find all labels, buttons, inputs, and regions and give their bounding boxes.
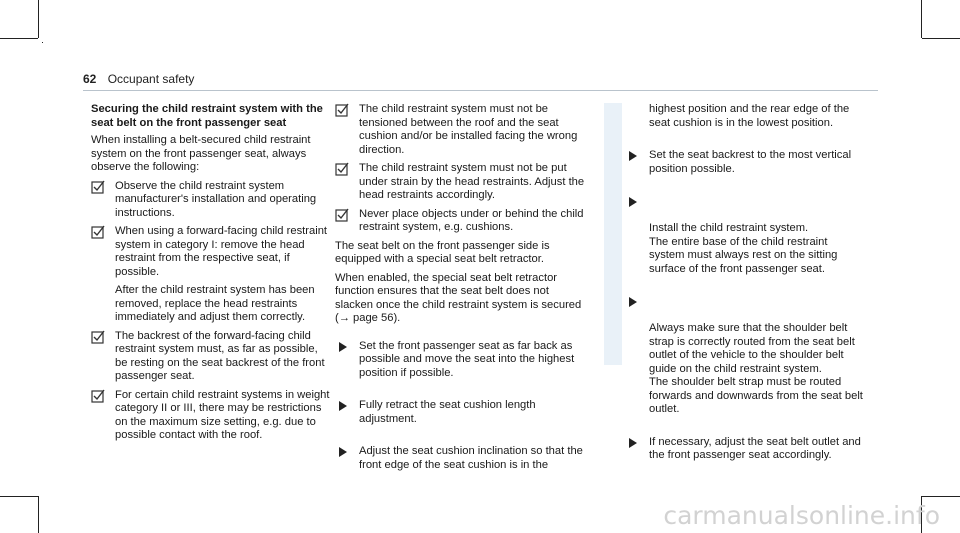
crop-mark (922, 38, 960, 39)
step-text: Set the seat backrest to the most vertical position possible. (649, 149, 852, 175)
checkbox-tick-icon (91, 180, 105, 194)
triangle-arrow-icon (629, 297, 637, 307)
accent-bar (604, 103, 622, 365)
checklist-item (91, 225, 331, 279)
column-1 (91, 103, 331, 448)
checkbox-tick-icon (335, 162, 349, 176)
checklist-text: Never place objects under or behind the child restraint system, e.g. cushions. (359, 207, 584, 233)
instruction-step (335, 445, 589, 472)
instruction-step (625, 436, 865, 463)
section-title: Occupant safety (107, 72, 195, 86)
instruction-step (625, 149, 865, 176)
header-rule (83, 90, 878, 91)
triangle-arrow-icon (339, 342, 347, 352)
crop-mark (921, 0, 922, 38)
body-paragraph: When enabled, the special seat belt retractor function ensures that the seat belt does not slacken once the child restraint system is secured (→ page 56). (335, 271, 582, 324)
checklist-text: The backrest of the forward-facing child restraint system must, as far as possible, be resting on the seat backrest of the front passenger seat. (115, 329, 325, 382)
intro-paragraph: When installing a belt-secured child restraint system on the front passenger seat, always observe the following: (91, 134, 311, 173)
page-header (83, 72, 194, 86)
instruction-step (625, 295, 865, 417)
column-3 (625, 103, 865, 482)
step-text: Fully retract the seat cushion length adjustment. (359, 399, 536, 425)
crop-mark (42, 42, 43, 43)
section-heading: Securing the child restraint system with the seat belt on the front passenger seat (91, 103, 323, 129)
triangle-arrow-icon (339, 401, 347, 411)
instruction-step (335, 340, 589, 381)
instruction-step (625, 195, 865, 276)
step-text: Always make sure that the shoulder belt strap is correctly routed from the seat belt outlet of the vehicle to the shoulder belt guide on the child restraint system. The shoulder belt strap must be routed forwards and downwards from the seat belt outlet. (649, 322, 863, 415)
triangle-arrow-icon (629, 438, 637, 448)
crop-mark (38, 0, 39, 38)
checklist-item (335, 103, 589, 157)
crop-mark (0, 496, 38, 497)
step-text: Install the child restraint system. The entire base of the child restraint system must always rest on the sitting surface of the front passenger seat. (649, 222, 838, 275)
checklist-item (335, 162, 589, 203)
crop-mark (38, 496, 39, 533)
checkbox-tick-icon (91, 225, 105, 239)
checklist-item (91, 330, 331, 384)
crop-mark (922, 496, 960, 497)
instruction-step (335, 399, 589, 426)
checkbox-tick-icon (335, 103, 349, 117)
watermark: carmanualsonline.info (663, 501, 940, 530)
page-number: 62 (83, 72, 97, 86)
triangle-arrow-icon (629, 197, 637, 207)
checkbox-tick-icon (91, 330, 105, 344)
checkbox-tick-icon (91, 389, 105, 403)
checkbox-tick-icon (335, 208, 349, 222)
sub-note: After the child restraint system has been removed, replace the head restraints immediately and adjust them correctly. (115, 284, 315, 323)
checklist-text: The child restraint system must not be put under strain by the head restraints. Adjust the head restraints accordingly. (359, 162, 585, 201)
checklist-text: Observe the child restraint system manufacturer's installation and operating instructions. (115, 179, 317, 219)
step-text: If necessary, adjust the seat belt outlet and the front passenger seat accordingly. (649, 435, 861, 461)
checklist-text: For certain child restraint systems in weight category II or III, there may be restrictions on the maximum size setting, e.g. due to possible contact with the roof. (115, 388, 330, 441)
step-text: Set the front passenger seat as far back as possible and move the seat into the highest position if possible. (359, 339, 575, 379)
checklist-item (91, 180, 331, 221)
triangle-arrow-icon (629, 151, 637, 161)
checklist-text: When using a forward-facing child restraint system in category I: remove the head restraint from the respective seat, if possible. (115, 225, 328, 278)
body-paragraph: The seat belt on the front passenger side is equipped with a special seat belt retractor. (335, 239, 550, 265)
checklist-item (335, 208, 589, 235)
crop-mark (0, 38, 38, 39)
checklist-text: The child restraint system must not be tensioned between the roof and the seat cushion and/or be installed facing the wrong direction. (359, 103, 578, 156)
triangle-arrow-icon (339, 447, 347, 457)
step-text: Adjust the seat cushion inclination so that the front edge of the seat cushion is in the (359, 445, 583, 471)
column-2 (335, 103, 589, 491)
step-continuation: highest position and the rear edge of the seat cushion is in the lowest position. (649, 103, 850, 129)
checklist-item (91, 389, 331, 443)
